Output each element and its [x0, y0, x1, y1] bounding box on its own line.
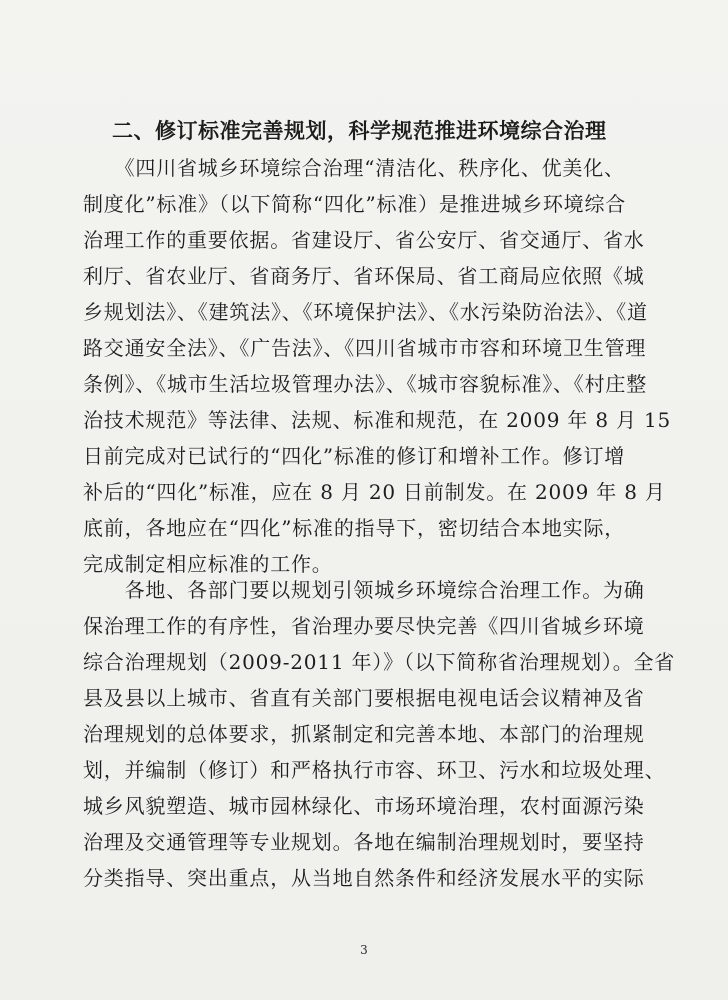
paragraph-line: 治技术规范》等法律、法规、标准和规范，在 2009 年 8 月 15	[83, 408, 672, 432]
paragraph-planning	[83, 572, 683, 896]
page-number: 3	[360, 943, 368, 957]
paragraph-line: 制度化”标准》（以下简称“四化”标准）是推进城乡环境综合	[83, 192, 627, 216]
paragraph-line: 《四川省城乡环境综合治理“清洁化、秩序化、优美化、	[83, 156, 625, 180]
paragraph-line: 条例》、《城市生活垃圾管理办法》、《城市容貌标准》、《村庄整	[83, 372, 647, 396]
paragraph-line: 治理工作的重要依据。省建设厅、省公安厅、省交通厅、省水	[83, 228, 645, 252]
paragraph-line: 治理及交通管理等专业规划。各地在编制治理规划时，要坚持	[83, 830, 645, 854]
paragraph-line: 治理规划的总体要求，抓紧制定和完善本地、本部门的治理规	[83, 722, 645, 746]
paragraph-line: 底前，各地应在“四化”标准的指导下，密切结合本地实际，	[83, 516, 626, 540]
paragraph-line: 县及县以上城市、省直有关部门要根据电视电话会议精神及省	[83, 686, 645, 710]
paragraph-line: 利厅、省农业厅、省商务厅、省环保局、省工商局应依照《城	[83, 264, 645, 288]
paragraph-standards	[83, 150, 683, 582]
paragraph-line: 路交通安全法》、《广告法》、《四川省城市市容和环境卫生管理	[83, 336, 647, 360]
paragraph-line: 分类指导、突出重点，从当地自然条件和经济发展水平的实际	[83, 866, 645, 890]
paragraph-line: 城乡风貌塑造、城市园林绿化、市场环境治理，农村面源污染	[83, 794, 645, 818]
paragraph-line: 乡规划法》、《建筑法》、《环境保护法》、《水污染防治法》、《道	[83, 300, 648, 324]
paragraph-line: 各地、各部门要以规划引领城乡环境综合治理工作。为确	[83, 578, 645, 602]
paragraph-line: 补后的“四化”标准，应在 8 月 20 日前制发。在 2009 年 8 月	[83, 480, 666, 504]
paragraph-line: 综合治理规划（2009-2011 年）》（以下简称省治理规划）。全省	[83, 650, 676, 674]
paragraph-line: 保治理工作的有序性，省治理办要尽快完善《四川省城乡环境	[83, 614, 645, 638]
paragraph-line: 完成制定相应标准的工作。	[83, 552, 333, 576]
paragraph-line: 划，并编制（修订）和严格执行市容、环卫、污水和垃圾处理、	[83, 758, 666, 782]
paragraph-line: 日前完成对已试行的“四化”标准的修订和增补工作。修订增	[83, 444, 626, 468]
section-heading: 二、修订标准完善规划，科学规范推进环境综合治理	[112, 118, 607, 143]
